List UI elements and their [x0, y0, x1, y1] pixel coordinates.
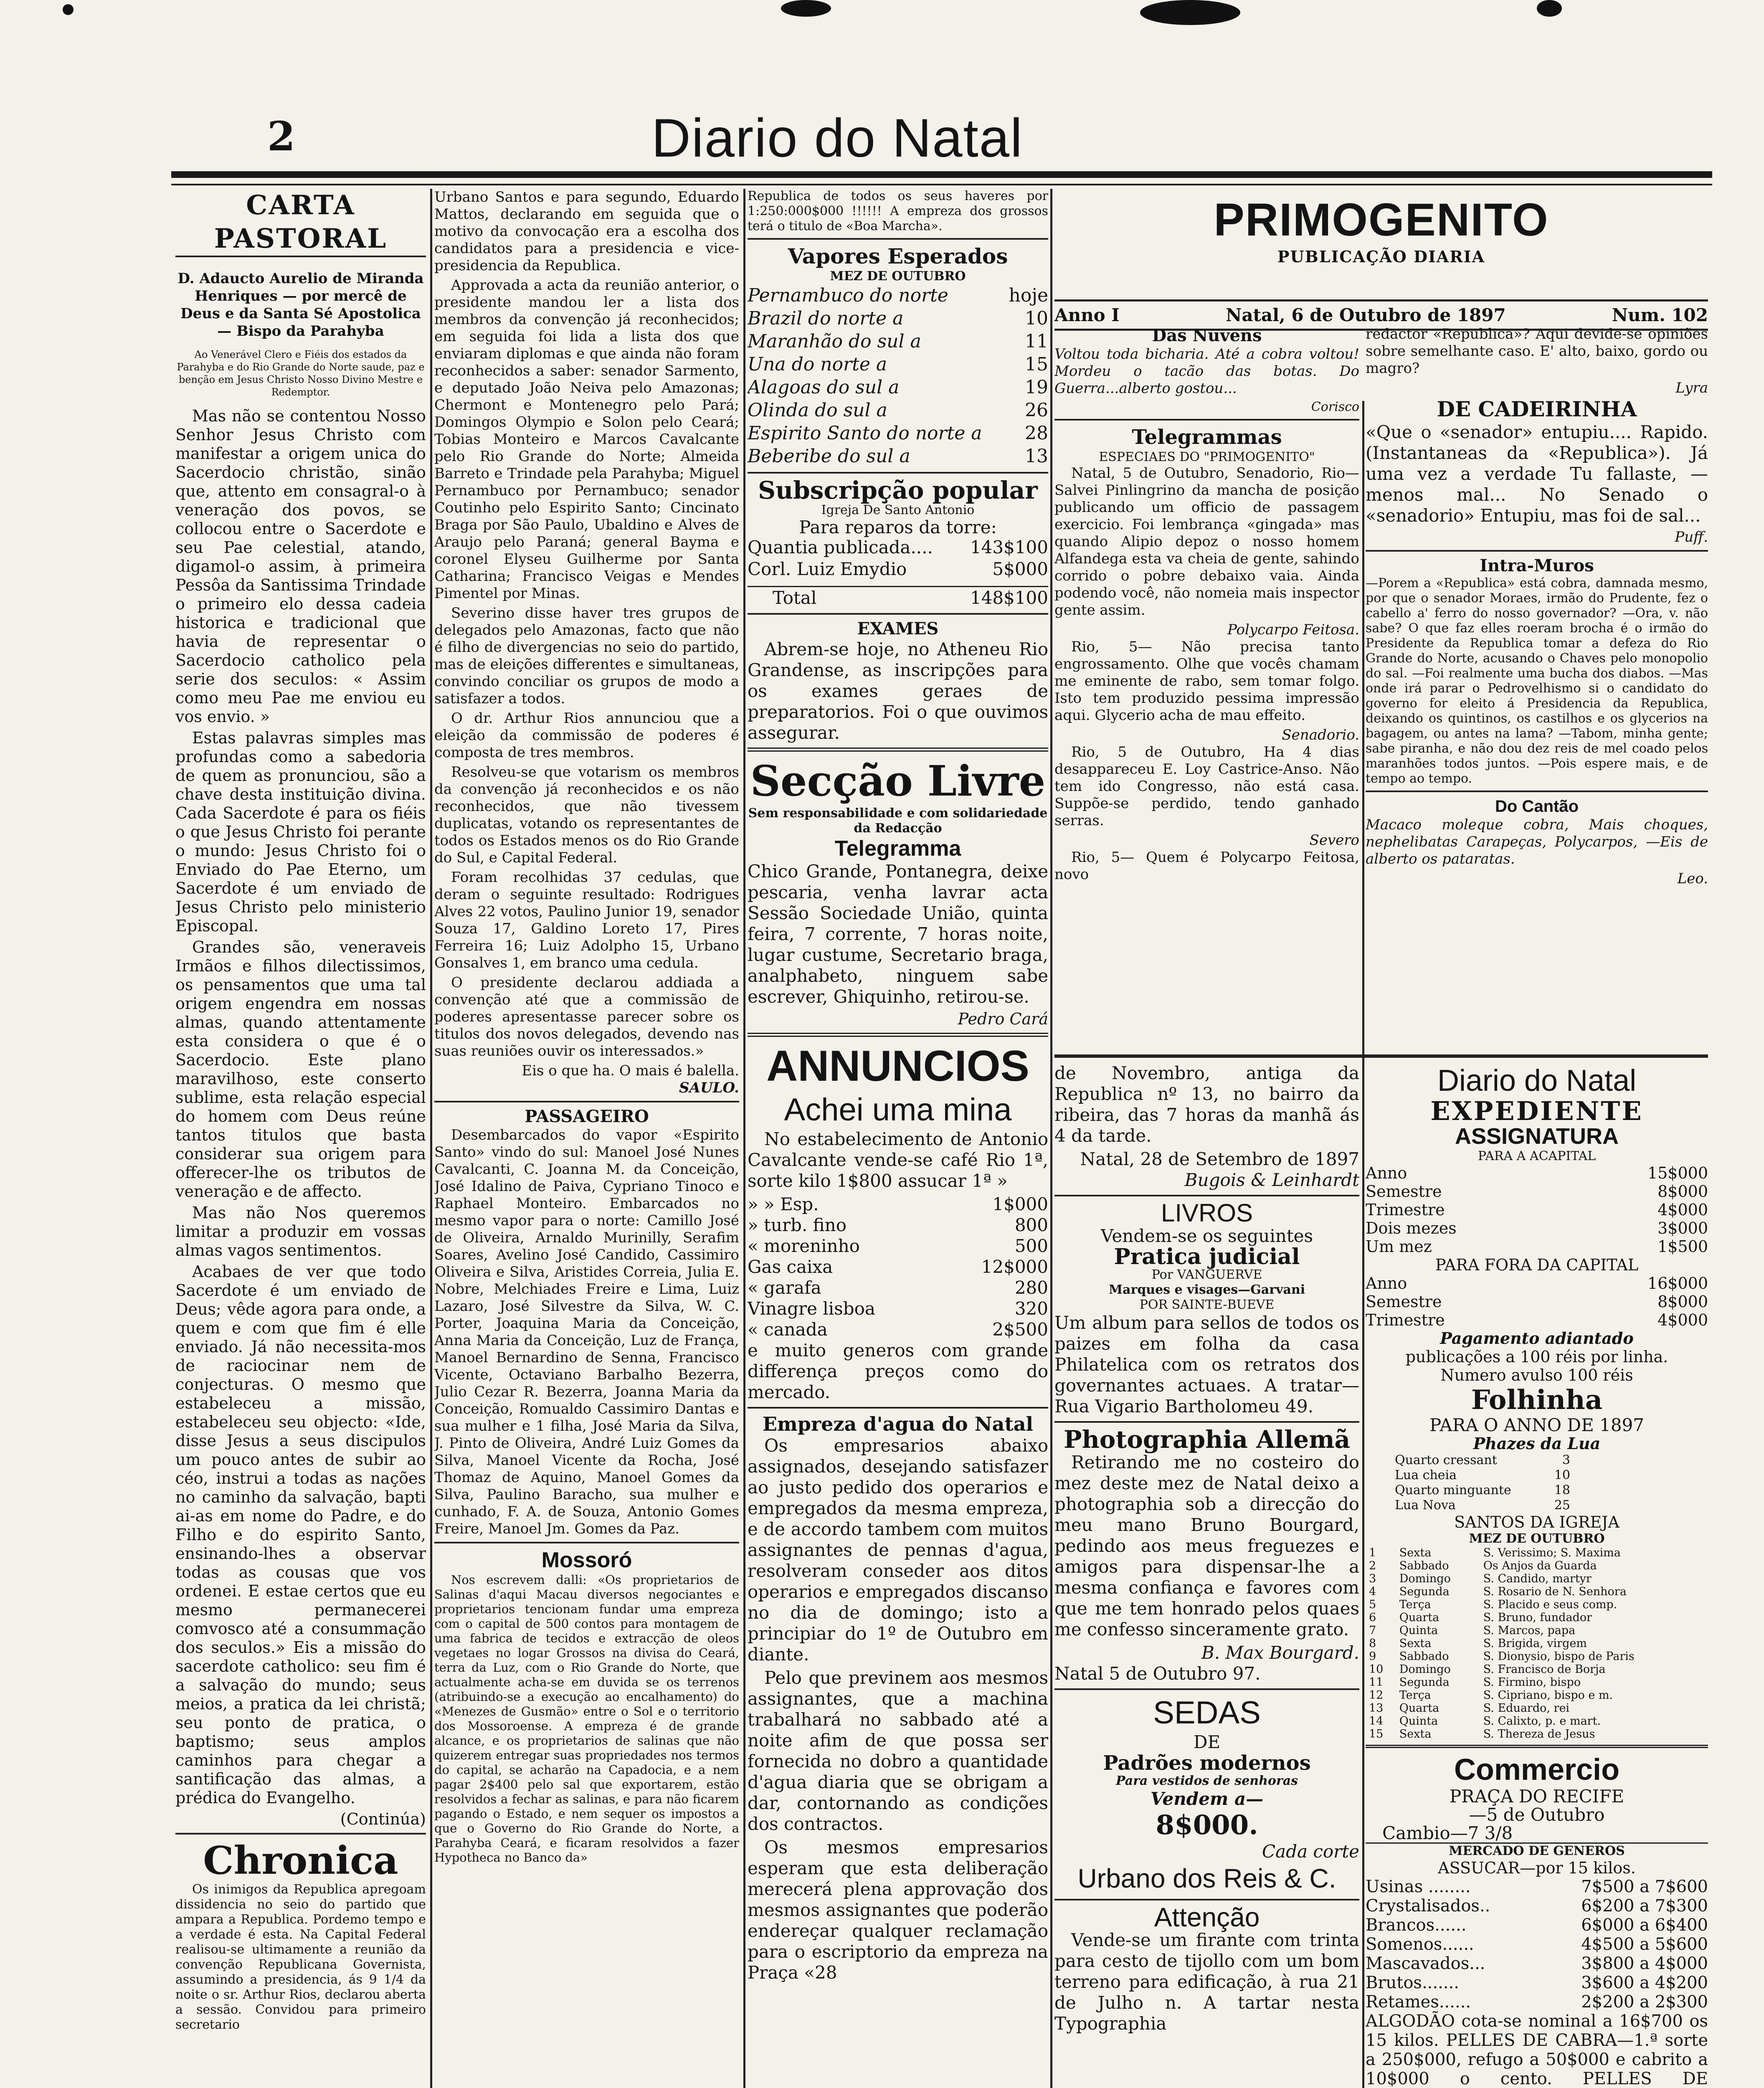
fora-label: Semestre [1366, 1292, 1442, 1311]
santos-saint: S. Brigida, virgem [1483, 1637, 1587, 1650]
assig-label: Trimestre [1366, 1201, 1445, 1219]
divider [1054, 1421, 1359, 1423]
subscricao-purpose: Para reparos da torre: [799, 517, 997, 537]
santos-weekday: Domingo [1399, 1572, 1451, 1585]
livros-book: Pratica judicial [1114, 1244, 1300, 1270]
santos-day: 14 [1369, 1715, 1384, 1728]
achei-item: « moreninho [748, 1236, 860, 1256]
achei-item: Vinagre lisboa [748, 1298, 875, 1319]
vapor-day: 19 [1025, 377, 1048, 398]
phazes-list [1366, 1453, 1570, 1513]
phazes-title: Phazes da Lua [1473, 1434, 1601, 1453]
bugois-sign: Bugois & Leinhardt [1184, 1170, 1359, 1190]
vapor-day: 15 [1025, 354, 1048, 375]
subscricao-title: Subscripção popular [758, 476, 1038, 504]
header-rule [171, 171, 1712, 178]
carta-paragraph: Mas não Nos queremos limitar a produzir em vossas almas vagos sentimentos. [175, 1204, 426, 1259]
column-3 [748, 189, 1048, 2088]
assig-value: 1$500 [1658, 1237, 1708, 1256]
achei-item: » turb. fino [748, 1215, 847, 1235]
empreza-text: Os empresarios abaixo assignados, desejando satisfazer ao justo pedido dos operarios e empregados da mesma empreza, e de accordo tambem com muitos assignantes de pennas d'agua, resolveram conseder aos ditos operarios e empregados discanso no dia de domingo; isto a principiar do 1º de Outubro em diante. [748, 1435, 1048, 1665]
santos-title: SANTOS DA IGREJA [1454, 1513, 1620, 1531]
cantao-text: Macaco moleque cobra, Mais choques, nephelibatas Carapeças, Polycarpos, —Eis de alberto os pataratas. [1366, 816, 1708, 867]
convention-text: Approvada a acta da reunião anterior, o presidente mandou ler a lista dos membros da convenção já reconhecidos; em seguida foi lida a lista dos que enviaram diplomas e que ainda não foram reconhecidos a saber: senador Sarmento, e deputado João Neiva pelo Amazonas; Chermont e Montenegro pelo Pará; Domingos Olympio e Solon pelo Ceará; Tobias Monteiro e Marcos Cavalcante pelo Rio Grande do Norte; Almeida Barreto e Trindade pela Parahyba; Miguel Pernambuco por Pernambuco; senador Coutinho pelo Espirito Santo; Cincinato Braga por São Paulo, Ubaldino e Alves de Araujo pelo Paraná; general Bayma e coronel Elyseu Guilherme por Santa Catharina; Francisco Veigas e Mendes Pimentel por Minas. [434, 277, 739, 602]
vapor-name: Pernambuco do norte [748, 285, 948, 306]
primogenito-title: PRIMOGENITO [1214, 194, 1549, 246]
vapor-day: 28 [1025, 423, 1048, 444]
santos-saint: Os Anjos da Guarda [1483, 1559, 1597, 1572]
divider [748, 238, 1048, 240]
achei-price: 320 [1014, 1298, 1048, 1319]
santos-row [1366, 1728, 1708, 1741]
seccao-livre-title: Secção Livre [750, 756, 1046, 806]
assignatura-table [1366, 1164, 1708, 1256]
convention-text: Resolveu-se que votarism os membros da convenção já reconhecidos e os não reconhecidos, que não tivessem duplicatas, votando os representantes de todos os Estados menos os do Rio Grande do Sul, e Capital Federal. [434, 764, 739, 866]
bugois-text: de Novembro, antiga da Republica nº 13, no bairro da ribeira, das 7 horas da manhã ás 4 da tarde. [1054, 1063, 1359, 1146]
santos-row [1366, 1598, 1708, 1611]
column-1 [175, 189, 426, 2088]
santos-weekday: Terça [1399, 1689, 1431, 1702]
santos-weekday: Segunda [1399, 1676, 1450, 1689]
santos-saint: S. Cipriano, bispo e m. [1483, 1689, 1613, 1702]
divider [1054, 1899, 1359, 1900]
santos-day: 8 [1369, 1637, 1376, 1650]
vapores-list [748, 284, 1048, 468]
column-divider [1050, 189, 1052, 2088]
subscricao-total-label: Total [773, 588, 817, 608]
santos-sub: MEZ DE OUTUBRO [1469, 1531, 1605, 1546]
santos-saint: S. Bruno, fundador [1483, 1611, 1592, 1624]
telegrammas-sign: Polycarpo Feitosa. [1227, 621, 1359, 638]
fora-label: Anno [1366, 1274, 1407, 1292]
livros-author: Por VANGUERVE [1151, 1267, 1262, 1282]
photographia-text: Retirando me no costeiro do mez deste mez de Natal deixo a photographia sob a direcção do meu mano Bruno Bourgard, pedindo aos meus freguezes e amigos para dispensar-lhe a mesma confiança e favores com que me tem honrado pelos quaes me confesso sinceramente grato. [1054, 1452, 1359, 1639]
santos-saint: S. Eduardo, rei [1483, 1702, 1570, 1715]
divider [748, 748, 1048, 752]
phaze-label: Quarto minguante [1395, 1483, 1511, 1498]
mercado-title: MERCADO DE GENEROS [1366, 1842, 1708, 1859]
telegrammas-sign: Severo [1309, 832, 1359, 849]
mercado-label: Usinas ........ [1366, 1877, 1471, 1896]
divider [175, 1833, 426, 1835]
sedas-corte: Cada corte [1262, 1841, 1359, 1862]
phaze-day: 18 [1554, 1483, 1570, 1498]
mercado-value: 3$800 a 4$000 [1581, 1954, 1708, 1973]
exames-title: EXAMES [857, 619, 939, 639]
livros-title: LIVROS [1161, 1199, 1253, 1227]
folhinha-sub: PARA O ANNO DE 1897 [1429, 1415, 1644, 1435]
fora-title: PARA FORA DA CAPITAL [1435, 1256, 1639, 1274]
intramuros-text: —Porem a «Republica» está cobra, damnada mesmo, por que o senador Moraes, irmão do Prudente, fez o cabello a' ferro do nosso governador? —Ora, v. não sabe? O que faz elles roeram brocha é o irmão do Presidente da Republica tomar a defeza do Rio Grande do Norte, acusando o Chaves pelo monopolio do sal. —Foi realmente uma bucha dos diabos. —Mas onde irá parar o Pedrovelhismo si o candidato do governo for eleito á Presidencia da Republica, deixando os quintinos, os castilhos e os glycerios na bagagem, ou antes na lama? —Tabom, minha gente; sabe piranha, e não dou dez reis de mel coado pelos maranhões todos juntos. —Pois espere mais, e de tempo ao tempo. [1366, 576, 1708, 786]
mossoro-continued: Republica de todos os seus haveres por 1:250:000$000 !!!!!! A empreza dos grossos terá o titulo de «Boa Marcha». [748, 189, 1048, 233]
telegrammas-text: Rio, 5 de Outubro, Ha 4 dias desappareceu E. Loy Castrice-Anso. Não tem ido Congresso, não está casa. Suppõe-se perdido, tendo ganhado serras. [1054, 744, 1359, 829]
divider [1366, 791, 1708, 792]
page-number: 2 [267, 113, 295, 160]
achei-list [748, 1194, 1048, 1340]
phaze-day: 3 [1562, 1453, 1570, 1467]
fora-value: 4$000 [1658, 1311, 1708, 1329]
column-5 [1366, 1063, 1708, 2088]
convention-sign: SAULO. [679, 1079, 739, 1096]
sedas-vendem: Vendem a— [1150, 1789, 1264, 1809]
achei-price: 800 [1014, 1215, 1048, 1235]
achei-text: No estabelecimento de Antonio Cavalcante vende-se café Rio 1ª, sorte kilo 1$800 assucar 1ª » [748, 1129, 1048, 1191]
mercado-label: Brancos...... [1366, 1916, 1467, 1935]
pagamento-text: publicações a 100 réis por linha. [1405, 1348, 1668, 1366]
primogenito-header [1054, 189, 1708, 331]
sedas-price: 8$000. [1156, 1809, 1258, 1841]
vapor-day: 13 [1025, 446, 1048, 467]
santos-day: 1 [1369, 1546, 1376, 1559]
achei-item: « canada [748, 1319, 828, 1340]
redactor-sign: Lyra [1675, 380, 1708, 396]
sedas-title: SEDAS [1153, 1695, 1261, 1731]
expediente-title: EXPEDIENTE [1430, 1096, 1643, 1126]
vapor-name: Brazil do norte a [748, 308, 904, 329]
subscricao-total: 148$100 [970, 588, 1048, 608]
atencao-title: Attenção [1154, 1902, 1260, 1932]
convention-text: Foram recolhidas 37 cedulas, que deram o seguinte resultado: Rodrigues Alves 22 votos, Paulino Junior 19, senador Souza 17, Galdino Loreto 17, Pires Ferreira 16; Luiz Adolpho 15, Urbano Gonsalves 1, em branco uma cedula. [434, 869, 739, 971]
vapores-subtitle: MEZ DE OUTUBRO [830, 269, 966, 284]
pagamento-title: Pagamento adiantado [1440, 1329, 1634, 1348]
santos-row [1366, 1624, 1708, 1637]
diario-title: Diario do Natal [1437, 1064, 1637, 1097]
seccao-livre-sub: Sem responsabilidade e com solidariedade da Redacção [748, 806, 1048, 836]
santos-day: 9 [1369, 1650, 1376, 1663]
mercado-value: 6$000 a 6$400 [1581, 1916, 1708, 1935]
achei-title: Achei uma mina [784, 1092, 1012, 1128]
vapor-name: Olinda do sul a [748, 400, 887, 421]
column-divider [430, 189, 432, 2088]
santos-saint: S. Marcos, papa [1483, 1624, 1576, 1637]
ink-blot [63, 4, 74, 15]
santos-day: 10 [1369, 1663, 1384, 1676]
redactor-text: redactor «Republica»? Aqui devide-se opiniões sobre semelhante caso. E' alto, baixo, gordo ou magro? [1366, 326, 1708, 377]
primogenito-anno: Anno I [1054, 305, 1120, 325]
santos-row [1366, 1663, 1708, 1676]
photographia-date: Natal 5 de Outubro 97. [1054, 1663, 1261, 1684]
vapor-name: Espirito Santo do norte a [748, 423, 982, 444]
santos-day: 15 [1369, 1728, 1384, 1741]
fora-table [1366, 1274, 1708, 1329]
subscricao-church: Igreja De Santo Antonio [821, 503, 975, 517]
mercado-text: ALGODÃO cota-se nominal a 16$700 os 15 kilos. PELLES DE CABRA—1.ª sorte a 250$000, refugo a 50$000 e cabrito a 10$000 o cento. PELLES DE [1366, 2012, 1708, 2088]
subscricao-value: 143$100 [970, 537, 1048, 557]
santos-saint: S. Verissimo; S. Maxima [1483, 1546, 1621, 1559]
mercado-sub: ASSUCAR—por 15 kilos. [1438, 1859, 1636, 1877]
column-2 [434, 189, 739, 2088]
assig-value: 3$000 [1658, 1219, 1708, 1237]
livros-text: Vendem-se os seguintes [1100, 1226, 1313, 1246]
passageiro-title: PASSAGEIRO [525, 1107, 649, 1126]
santos-saint: S. Candido, martyr [1483, 1572, 1592, 1585]
carta-paragraph: Grandes são, veneraveis Irmãos e filhos dilectissimos, os pensamentos que uma tal origem engendra em nossas almas, quando attentamente esta considera o que é o Sacerdocio. Este plano maravilhoso, este conserto sublime, esta relação especial do homem com Deus reúne tantos titulos que basta considerar sua origem para offerecer-lhe os tributos de veneração e de affecto. [175, 938, 426, 1201]
santos-day: 6 [1369, 1611, 1376, 1624]
santos-table [1366, 1546, 1708, 1741]
empreza-text: Os mesmos empresarios esperam que esta deliberação merecerá plena approvação dos mesmos assignantes que poderão endereçar qualquer reclamação para o escriptorio da empreza na Praça «28 [748, 1837, 1048, 1983]
assig-value: 8$000 [1658, 1182, 1708, 1201]
ink-blot [781, 0, 831, 17]
bugois-date: Natal, 28 de Setembro de 1897 [1080, 1149, 1359, 1169]
telegramma-title: Telegramma [834, 836, 961, 861]
mercado-label: Brutos....... [1366, 1973, 1459, 1992]
santos-day: 11 [1369, 1676, 1384, 1689]
santos-saint: S. Dionysio, bispo de Paris [1483, 1650, 1635, 1663]
assig-label: Um mez [1366, 1237, 1432, 1256]
santos-row [1366, 1572, 1708, 1585]
convention-text: O presidente declarou addiada a convenção até que a commissão de poderes apresentasse parecer sobre os titulos dos novos delegados, devendo nas suas reuniões ouvir os interessados.» [434, 974, 739, 1059]
telegrammas-text: Rio, 5— Quem é Polycarpo Feitosa, novo [1054, 849, 1359, 883]
assig-value: 4$000 [1658, 1201, 1708, 1219]
divider [1366, 550, 1708, 552]
vapor-name: Una do norte a [748, 354, 887, 375]
mercado-label: Retames...... [1366, 1992, 1471, 2012]
subscricao-label: Corl. Luiz Emydio [748, 559, 907, 579]
santos-weekday: Terça [1399, 1598, 1431, 1611]
achei-price: 280 [1014, 1277, 1048, 1298]
mossoro-title: Mossoró [541, 1548, 632, 1572]
column-divider [1362, 401, 1364, 2088]
fora-value: 16$000 [1647, 1274, 1708, 1292]
santos-weekday: Sexta [1399, 1637, 1432, 1650]
livros-book: Marques e visages—Garvani [1108, 1282, 1305, 1297]
column-4 [1054, 1063, 1359, 2088]
vapor-day: 26 [1025, 400, 1048, 421]
mercado-value: 7$500 a 7$600 [1581, 1877, 1708, 1896]
primogenito-subtitle: PUBLICAÇÃO DIARIA [1277, 247, 1485, 266]
santos-row [1366, 1650, 1708, 1663]
nuvens-title: Das Nuvens [1152, 326, 1262, 345]
santos-day: 12 [1369, 1689, 1384, 1702]
achei-item: « garafa [748, 1277, 821, 1298]
primogenito-date: Natal, 6 de Outubro de 1897 [1225, 305, 1506, 325]
fora-label: Trimestre [1366, 1311, 1445, 1329]
commercio-date: —5 de Outubro [1469, 1804, 1605, 1825]
mercado-table [1366, 1877, 1708, 2012]
ink-blot [1140, 0, 1240, 25]
vapores-title: Vapores Esperados [788, 244, 1008, 269]
divider [1054, 419, 1359, 421]
santos-weekday: Quarta [1399, 1702, 1440, 1715]
vapor-name: Alagoas do sul a [748, 377, 900, 398]
achei-price: 12$000 [981, 1257, 1048, 1277]
santos-weekday: Quinta [1399, 1715, 1438, 1728]
column-divider [743, 189, 745, 2088]
santos-row [1366, 1702, 1708, 1715]
carta-pastoral-title: CARTA PASTORAL [175, 189, 426, 257]
phaze-label: Lua cheia [1395, 1468, 1457, 1482]
santos-saint: S. Thereza de Jesus [1483, 1728, 1595, 1741]
santos-row [1366, 1637, 1708, 1650]
cantao-title: Do Cantão [1495, 797, 1579, 816]
exames-text: Abrem-se hoje, no Atheneu Rio Grandense, as inscripções para os exames geraes de preparatorios. Foi o que ouvimos assegurar. [748, 639, 1048, 743]
empreza-text: Pelo que previnem aos mesmos assignantes, que a machina trabalhará no sabbado até a noite afim de que possa ser fornecida no dobro a quantidade d'agua diaria que se obrigam a dar, contornando as condições dos contractos. [748, 1667, 1048, 1834]
santos-weekday: Sexta [1399, 1728, 1432, 1741]
mercado-value: 6$200 a 7$300 [1581, 1896, 1708, 1916]
mercado-label: Somenos...... [1366, 1935, 1474, 1954]
sedas-de: DE [1193, 1732, 1221, 1752]
santos-weekday: Quarta [1399, 1611, 1440, 1624]
assig-label: Anno [1366, 1164, 1407, 1182]
atencao-text: Vende-se um firante com trinta para cesto de tijollo com um bom terreno para edificação, à rua 21 de Julho n. A tartar nesta Typographia [1054, 1930, 1359, 2034]
livros-author: POR SAINTE-BUEVE [1139, 1297, 1275, 1312]
santos-day: 4 [1369, 1585, 1376, 1598]
mercado-value: 2$200 a 2$300 [1581, 1992, 1708, 2012]
santos-saint: S. Francisco de Borja [1483, 1663, 1606, 1676]
masthead-title: Diario do Natal [651, 107, 1023, 168]
phaze-label: Lua Nova [1395, 1498, 1456, 1513]
cadeirinha-text: «Que o «senador» entupiu.... Rapido. (Instantaneas da «Republica»). Já uma vez a verdade Tu fallaste, — menos mal... No Senado o «senadorio» Entupiu, mas foi de sal... [1366, 422, 1708, 526]
carta-paragraph: Acabaes de ver que todo Sacerdote é um enviado de Deus; vêde agora para onde, a quem e com que fim é elle enviado. Já não necessita-mos de raciocinar nem de conjecturas. O mesmo que estabeleceu a missão, estabeleceu seu objecto: «Ide, disse Jesus a seus discipulos um pouco antes de subir ao céo, instrui a todas as nações no caminho da salvação, bapti ai-as em nome do Padre, e do Filho e do espirito Santo, ensinando-lhes a observar todas as cousas que vos ordenei. E estae certos que eu mesmo permanecerei comvosco até a consummação dos seculos.» Eis a missão do sacerdote catholico: seu fim é a salvação do mundo; seus meios, a pratica da lei christã; seu ponto de pratica, o baptismo; seus amplos caminhos para chegar a santificação das almas, a prédica do Evangelho. [175, 1262, 426, 1807]
santos-day: 7 [1369, 1624, 1376, 1637]
phaze-day: 10 [1554, 1468, 1570, 1482]
achei-item: » » Esp. [748, 1194, 819, 1214]
phaze-label: Quarto cressant [1395, 1453, 1497, 1467]
mercado-label: Mascavados... [1366, 1954, 1485, 1973]
convention-text: Severino disse haver tres grupos de delegados pelo Amazonas, facto que não é filho de divergencias no seio do partido, mas de eleições differentes e simultaneas, convindo conciliar os grupos de modo a satisfazer a todos. [434, 605, 739, 707]
empreza-title: Empreza d'agua do Natal [762, 1413, 1034, 1435]
divider [748, 613, 1048, 615]
achei-item: Gas caixa [748, 1257, 833, 1277]
santos-weekday: Segunda [1399, 1585, 1450, 1598]
divider [1054, 1688, 1359, 1690]
telegrammas-sub: ESPECIAES DO "PRIMOGENITO" [1099, 450, 1315, 464]
santos-row [1366, 1715, 1708, 1728]
santos-row [1366, 1585, 1708, 1598]
carta-paragraph: Mas não se contentou Nosso Senhor Jesus Christo com manifestar a origem unica do Sacerdocio christão, sinão que, attento em consagral-o à veneração dos povos, se collocou entre o Sacerdote e seu Pae celestial, atando, digamol-o assim, à primeira Pessôa da Santissima Trindade o primeiro elo dessa cadeia historica e tradicional que havia de representar o Sacerdocio catholico pela serie dos seculos: « Assim como meu Pae me enviou eu vos envio. » [175, 407, 426, 726]
cadeirinha-title: DE CADEIRINHA [1437, 397, 1637, 421]
sedas-shop: Urbano dos Reis & C. [1077, 1863, 1336, 1893]
vapor-name: Beberibe do sul a [748, 446, 910, 467]
carta-author: D. Adaucto Aurelio de Miranda Henriques — por mercê de Deus e da Santa Sé Apostolica — Bispo da Parahyba [177, 270, 424, 340]
santos-weekday: Sexta [1399, 1546, 1432, 1559]
vapor-name: Maranhão do sul a [748, 331, 921, 352]
santos-saint: S. Placido e seus comp. [1483, 1598, 1617, 1611]
livros-album-text: Um album para sellos de todos os paizes em folha da casa Philatelica com os retratos dos governantes actuaes. A tratar—Rua Vigario Bartholomeu 49. [1054, 1313, 1359, 1416]
carta-paragraph: Estas palavras simples mas profundas como a sabedoria de quem as pronunciou, são a chave desta instituição divina. Cada Sacerdote é para os fiéis o que Jesus Christo foi perante o mundo: Jesus Christo foi o Enviado do Pae Eterno, um Sacerdote é um enviado de Jesus Christo pelo ministerio Episcopal. [175, 729, 426, 935]
vapor-day: hoje [1009, 285, 1048, 306]
header-rule-thin [171, 184, 1712, 185]
telegrammas-text: Rio, 5— Não precisa tanto engrossamento. Olhe que vocês chamam me eminente de rabo, sem tomar folgo. Isto tem produzido pessima impressão aqui. Glycerio acha de mau effeito. [1054, 639, 1359, 724]
santos-saint: S. Calixto, p. e mart. [1483, 1715, 1601, 1728]
divider [748, 472, 1048, 474]
divider [434, 1542, 739, 1543]
santos-row [1366, 1546, 1708, 1559]
santos-weekday: Sabbado [1399, 1650, 1449, 1663]
carta-address: Ao Venerável Clero e Fiéis dos estados da Parahyba e do Rio Grande do Norte saude, paz e benção em Jesus Christo Nosso Divino Mestre e Redemptor. [177, 349, 425, 398]
telegrammas-text: Natal, 5 de Outubro, Senadorio, Rio— Salvei Pinlingrino da mancha de posição publicando um officio de passagem exercicio. Foi lembrança «gingada» mas quando Alipio depoz o nosso homem Alfandega esta va cheia de gente, sahindo corrido o pobre debaixo vaia. Ainda podendo você, não nomeia mais inspector gente assim. [1054, 465, 1359, 618]
achei-price: 2$500 [992, 1319, 1048, 1340]
santos-row [1366, 1676, 1708, 1689]
telegrammas-sign: Senadorio. [1282, 727, 1359, 743]
chronica-title: Chronica [203, 1838, 398, 1883]
commercio-cambio: Cambio—7 3/8 [1382, 1823, 1513, 1843]
annuncios-title: ANNUNCIOS [766, 1042, 1029, 1090]
achei-price: 500 [1014, 1236, 1048, 1256]
divider [748, 1407, 1048, 1409]
santos-saint: S. Firmino, bispo [1483, 1676, 1581, 1689]
nuvens-sign: Corisco [1311, 400, 1359, 414]
assignatura-sub: PARA A ACAPITAL [1478, 1149, 1596, 1163]
passageiro-text: Desembarcados do vapor «Espirito Santo» vindo do sul: Manoel José Nunes Cavalcanti, C. Joanna M. da Conceição, José Idalino de Paiva, Cypriano Tinoco e Raphael Monteiro. Embarcados no mesmo vapor para o norte: Camillo José de Oliveira, Arnaldo Murinilly, Serafim Soares, Avelino José Candido, Cassimiro Oliveira e Silva, Aristides Correia, Julia E. Nobre, Melchiades Freire e Lima, Luiz Lazaro, José Silvestre da Silva, W. C. Porter, Joaquina Maria da Conceição, Anna Maria da Conceição, Luz de França, Manoel Bernardino de Senna, Francisco Vicente, Octaviano Barbalho Bezerra, Julio Cezar R. Bezerra, Joanna Maria da Conceição, Romualdo Cassimiro Dantas e sua mulher e 1 filha, José Maria da Silva, J. Pinto de Oliveira, André Luiz Gomes da Silva, Manoel Vicente da Rocha, José Thomaz de Aquino, Manoel Gomes da Silva, Paulino Baracho, sua mulher e cunhado, F. A. de Souza, Antonio Gomes Freire, Manoel Jm. Gomes da Paz. [434, 1127, 739, 1537]
mercado-label: Crystalisados.. [1366, 1896, 1490, 1916]
primogenito-bottom-rule [1054, 1054, 1708, 1058]
divider [434, 1101, 739, 1102]
santos-day: 2 [1369, 1559, 1376, 1572]
photographia-sign: B. Max Bourgard. [1201, 1642, 1359, 1663]
fora-value: 8$000 [1658, 1292, 1708, 1311]
divider [748, 1033, 1048, 1037]
subscricao-label: Quantia publicada.... [748, 537, 933, 557]
santos-row [1366, 1559, 1708, 1572]
mercado-value: 4$500 a 5$600 [1581, 1935, 1708, 1954]
subscricao-value: 5$000 [992, 559, 1048, 579]
continua-note: (Continúa) [340, 1810, 426, 1828]
commercio-title: Commercio [1454, 1753, 1620, 1786]
convention-text: O dr. Arthur Rios annunciou que a eleição da commissão de poderes é composta de tres membros. [434, 710, 739, 761]
primogenito-num: Num. 102 [1612, 305, 1708, 325]
santos-saint: S. Rosario de N. Senhora [1483, 1585, 1627, 1598]
cantao-sign: Leo. [1677, 870, 1708, 887]
santos-day: 13 [1369, 1702, 1384, 1715]
divider [1366, 1745, 1708, 1748]
cadeirinha-sign: Puff. [1675, 529, 1708, 545]
assig-label: Semestre [1366, 1182, 1442, 1201]
convention-sign-intro: Eis o que ha. O mais é balella. [522, 1062, 739, 1079]
column-5-top [1366, 326, 1708, 1052]
telegramma-sign: Pedro Cará [958, 1010, 1048, 1028]
nuvens-text: Voltou toda bicharia. Até a cobra voltou! Mordeu o tacão das botas. Do Guerra...alberto gostou... [1054, 346, 1359, 397]
achei-price: 1$000 [992, 1194, 1048, 1214]
santos-weekday: Sabbado [1399, 1559, 1449, 1572]
santos-weekday: Domingo [1399, 1663, 1451, 1676]
vapor-day: 11 [1025, 331, 1048, 352]
santos-day: 5 [1369, 1598, 1376, 1611]
mossoro-text: Nos escrevem dalli: «Os proprietarios de Salinas d'aqui Macau diversos negociantes e proprietarios tencionam fundar uma empreza com o capital de 500 contos para montagem de uma fabrica de tecidos e extracção de oleos vegetaes no logar Grossos na divisa do Ceará, terra da Luz, com o Rio Grande do Norte, que actualmente acha-se em duvida se os terrenos (atribuindo-se a execução ao encalhamento) do «Menezes de Gusmão» entre o Sol e o territorio dos Mossoroense. A empreza é de grande alcance, e os proprietarios de salinas que não quizerem entregar suas propriedades nos termos do capital, se acharão na Capadocia, e a nem pagar 2$400 pelo sal que exportarem, estão resolvidos a fechar as salinas, e para não ficarem pagando o Estado, e nem sequer os impostos a que o Governo do Rio Grande do Norte, a Parahyba Ceará, e ficaram resolvidos a fazer Hypotheca no Banco da» [434, 1573, 739, 1865]
divider [1054, 1195, 1359, 1196]
telegramma-text: Chico Grande, Pontanegra, deixe pescaria, venha lavrar acta Sessão Sociedade União, quinta feira, 7 corrente, 7 horas noite, lugar custume, Secretario braga, analphabeto, ninguem sabe escrever, Ghiquinho, retirou-se. [748, 861, 1048, 1007]
telegrammas-title: Telegrammas [1132, 426, 1282, 449]
vapor-day: 10 [1025, 308, 1048, 329]
santos-row [1366, 1611, 1708, 1624]
intramuros-title: Intra-Muros [1480, 556, 1594, 575]
pagamento-text2: Numero avulso 100 réis [1440, 1366, 1633, 1384]
assig-label: Dois mezes [1366, 1219, 1457, 1237]
ink-blot [1537, 0, 1562, 17]
sedas-sub2: Para vestidos de senhoras [1115, 1774, 1298, 1788]
achei-end: e muito generos com grande differença preços como do mercado. [748, 1340, 1048, 1402]
santos-weekday: Quinta [1399, 1624, 1438, 1637]
assignatura-title: ASSIGNATURA [1455, 1124, 1619, 1149]
mercado-value: 3$600 a 4$200 [1581, 1973, 1708, 1992]
assig-value: 15$000 [1647, 1164, 1708, 1182]
phaze-day: 25 [1554, 1498, 1570, 1513]
santos-row [1366, 1689, 1708, 1702]
column-4-top [1054, 326, 1359, 1073]
sedas-sub: Padrões modernos [1103, 1751, 1311, 1775]
commercio-praca: PRAÇA DO RECIFE [1449, 1786, 1625, 1807]
convention-text: Urbano Santos e para segundo, Eduardo Mattos, declarando em seguida que o motivo da convocação era a escolha dos candidatos para a presidencia e vice-presidencia da Republica. [434, 189, 739, 274]
chronica-text: Os inimigos da Republica apregoam dissidencia no seio do partido que ampara a Republica. Pordemo tempo e a verdade é esta. Na Capital Federal realisou-se ultimamente a reunião da convenção Republicana Governista, assumindo a presidencia, ás 9 1/4 da noite o sr. Arthur Rios, declarou aberta a sessão. Convidou para primeiro secretario [175, 1882, 426, 2032]
folhinha-title: Folhinha [1471, 1384, 1603, 1416]
photographia-title: Photographia Allemã [1063, 1425, 1351, 1454]
santos-day: 3 [1369, 1572, 1376, 1585]
